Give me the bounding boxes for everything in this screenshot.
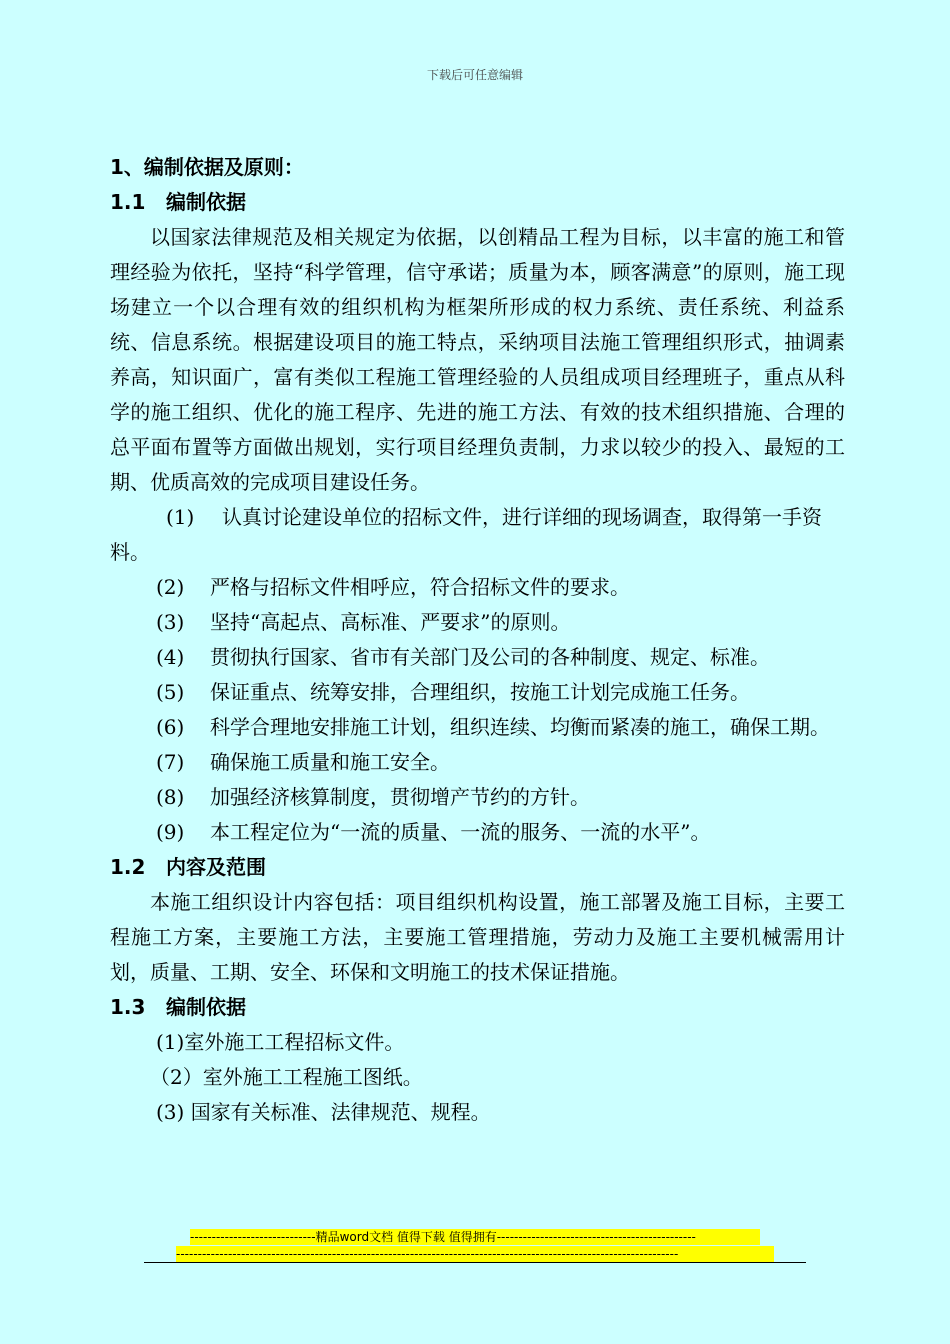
section-title: 编制依据 (166, 995, 246, 1019)
list-item-number: (4) (156, 645, 185, 669)
basis-item: (1)室外施工工程招标文件。 (156, 1030, 405, 1054)
list-item-text: 坚持“高起点、高标准、严要求”的原则。 (210, 610, 571, 634)
list-item-text: 确保施工质量和施工安全。 (210, 750, 450, 774)
section-1-2-heading (110, 850, 845, 885)
list-item-number: (1) (166, 505, 195, 529)
list-item-number: (6) (156, 715, 185, 739)
list-item-number: (9) (156, 820, 185, 844)
footer-divider-text: -------------------------------------------------------------------------------------------------------------------- (176, 1246, 774, 1262)
document-body (110, 150, 845, 1130)
list-item (110, 605, 845, 640)
list-item (110, 675, 845, 710)
list-item (110, 780, 845, 815)
list-item (110, 570, 845, 605)
list-item-text: 加强经济核算制度，贯彻增产节约的方针。 (210, 785, 590, 809)
list-item-text: 贯彻执行国家、省市有关部门及公司的各种制度、规定、标准。 (210, 645, 770, 669)
section-title: 内容及范围 (166, 855, 266, 879)
list-item (110, 745, 845, 780)
footer-rule (144, 1262, 806, 1263)
footer-banner: -----------------------------精品word文档 值得下载 值得拥有---------------------------------------------- (190, 1229, 760, 1245)
list-item-text: 保证重点、统筹安排，合理组织，按施工计划完成施工任务。 (210, 680, 750, 704)
page-footer (176, 1229, 774, 1262)
section-1-2-paragraph: 本施工组织设计内容包括：项目组织机构设置，施工部署及施工目标，主要工程施工方案，主要施工方法，主要施工管理措施，劳动力及施工主要机械需用计划，质量、工期、安全、环保和文明施工的技术保证措施。 (110, 890, 845, 984)
basis-item: （2）室外施工工程施工图纸。 (150, 1065, 423, 1089)
list-item (110, 500, 845, 570)
list-item-text: 科学合理地安排施工计划，组织连续、均衡而紧凑的施工，确保工期。 (210, 715, 830, 739)
list-item-number: (8) (156, 785, 185, 809)
list-item-text: 认真讨论建设单位的招标文件，进行详细的现场调查，取得第一手资料。 (110, 505, 822, 564)
section-title: 编制依据 (166, 190, 246, 214)
list-item-number: (7) (156, 750, 185, 774)
list-item-text: 本工程定位为“一流的质量、一流的服务、一流的水平”。 (210, 820, 711, 844)
list-item (110, 640, 845, 675)
list-item (110, 710, 845, 745)
list-item-text: 严格与招标文件相呼应，符合招标文件的要求。 (210, 575, 630, 599)
section-1-title: 1、编制依据及原则： (110, 155, 304, 179)
section-1-1-heading (110, 185, 845, 220)
list-item-number: (3) (156, 610, 185, 634)
section-1-3-heading (110, 990, 845, 1025)
list-item (110, 815, 845, 850)
section-number: 1.2 (110, 855, 146, 879)
section-number: 1.1 (110, 190, 146, 214)
list-item-number: (2) (156, 575, 185, 599)
list-item-number: (5) (156, 680, 185, 704)
section-1-1-paragraph: 以国家法律规范及相关规定为依据，以创精品工程为目标，以丰富的施工和管理经验为依托，坚持“科学管理，信守承诺；质量为本，顾客满意”的原则，施工现场建立一个以合理有效的组织机构为框架所形成的权力系统、责任系统、利益系统、信息系统。根据建设项目的施工特点，采纳项目法施工管理组织形式，抽调素养高，知识面广，富有类似工程施工管理经验的人员组成项目经理班子，重点从科学的施工组织、优化的施工程序、先进的施工方法、有效的技术组织措施、合理的总平面布置等方面做出规划，实行项目经理负责制，力求以较少的投入、最短的工期、优质高效的完成项目建设任务。 (110, 225, 845, 494)
page-header: 下载后可任意编辑 (426, 68, 523, 82)
section-number: 1.3 (110, 995, 146, 1019)
basis-item: (3) 国家有关标准、法律规范、规程。 (156, 1100, 491, 1124)
